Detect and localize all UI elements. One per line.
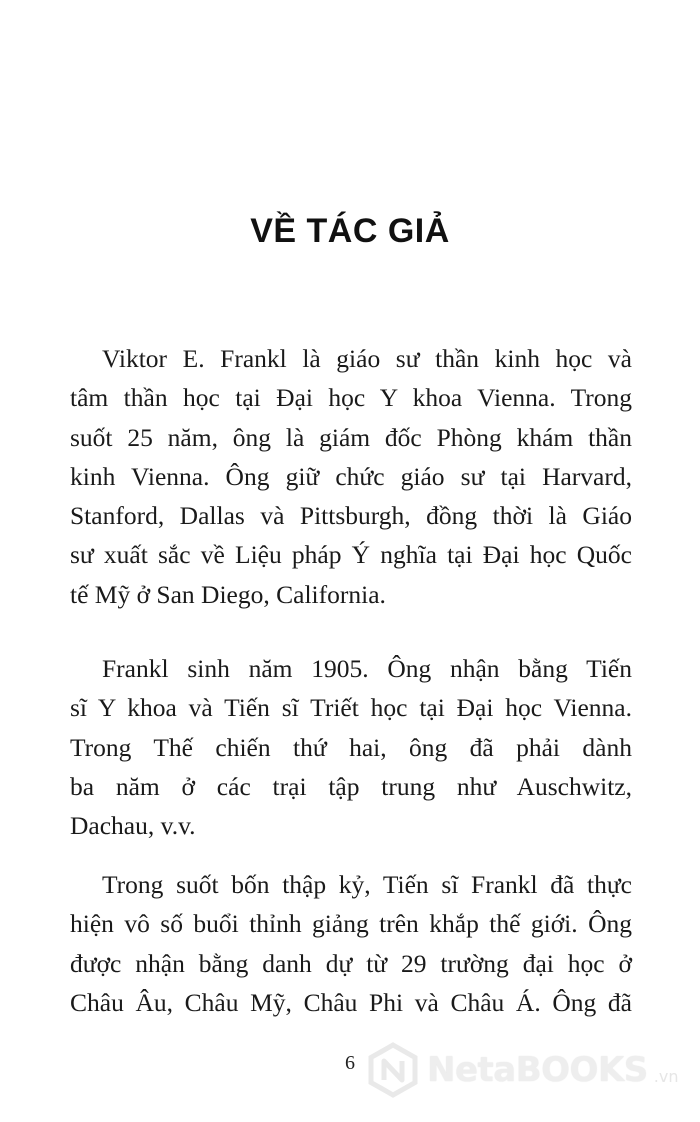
watermark xyxy=(365,1042,678,1098)
text-line: Châu Âu, Châu Mỹ, Châu Phi và Châu Á. Ông đã xyxy=(70,987,632,1017)
paragraph-3 xyxy=(70,865,632,1022)
text-line: sư xuất sắc về Liệu pháp Ý nghĩa tại Đại học Quốc xyxy=(70,540,632,570)
text-line: Trong suốt bốn thập kỷ, Tiến sĩ Frankl đã thực xyxy=(102,870,632,899)
paragraph-1 xyxy=(70,339,632,614)
text-line: Trong Thế chiến thứ hai, ông đã phải dành xyxy=(70,732,632,762)
text-line: hiện vô số buổi thỉnh giảng trên khắp thế giới. Ông xyxy=(70,909,632,939)
text-line: Viktor E. Frankl là giáo sư thần kinh học và xyxy=(102,344,632,373)
chapter-title: VỀ TÁC GIẢ xyxy=(250,212,450,250)
text-line: Stanford, Dallas và Pittsburgh, đồng thời là Giáo xyxy=(70,501,632,531)
text-line: tế Mỹ ở San Diego, California. xyxy=(70,579,386,609)
text-line: kinh Vienna. Ông giữ chức giáo sư tại Harvard, xyxy=(70,461,632,491)
watermark-brand: NetaBOOKS xyxy=(427,1050,648,1090)
page-number: 6 xyxy=(345,1052,355,1074)
netabooks-logo-icon xyxy=(365,1042,421,1098)
text-line: tâm thần học tại Đại học Y khoa Vienna. Trong xyxy=(70,383,632,413)
text-line: Dachau, v.v. xyxy=(70,811,196,841)
text-line: suốt 25 năm, ông là giám đốc Phòng khám thần xyxy=(70,422,632,452)
watermark-suffix: .vn xyxy=(653,1066,679,1086)
text-line: được nhận bằng danh dự từ 29 trường đại học ở xyxy=(70,948,632,978)
text-line: Frankl sinh năm 1905. Ông nhận bằng Tiến xyxy=(102,654,632,683)
text-line: ba năm ở các trại tập trung như Auschwitz, xyxy=(70,771,632,801)
paragraph-2 xyxy=(70,649,632,845)
text-line: sĩ Y khoa và Tiến sĩ Triết học tại Đại học Vienna. xyxy=(70,693,632,723)
